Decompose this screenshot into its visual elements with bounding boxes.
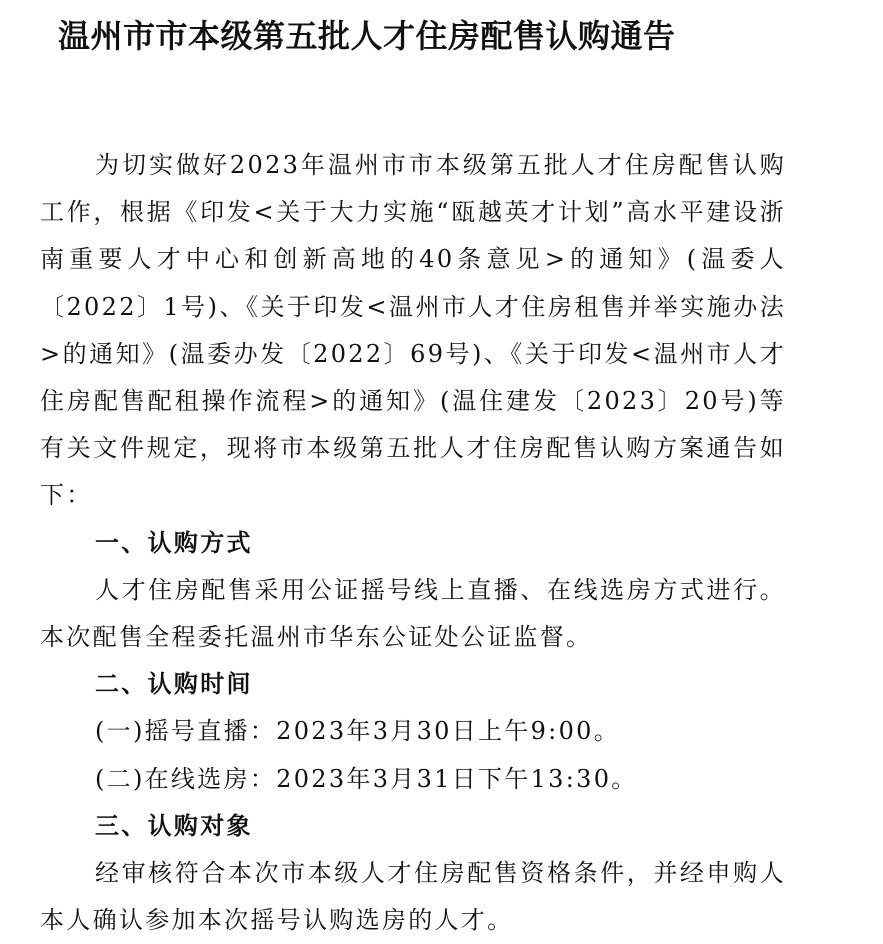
- document-body: [40, 142, 786, 944]
- section-heading-subscription-time: 二、认购时间: [95, 670, 253, 699]
- online-selection-time: (二)在线选房：2023年3月31日下午13:30。: [95, 764, 638, 793]
- eligible-applicants-paragraph: 经审核符合本次市本级人才住房配售资格条件，并经申购人本人确认参加本次摇号认购选房的人才。: [40, 859, 786, 935]
- intro-paragraph: 为切实做好2023年温州市市本级第五批人才住房配售认购工作，根据《印发<关于大力实施“瓯越英才计划”高水平建设浙南重要人才中心和创新高地的40条意见>的通知》(温委人〔2022〕1号)、《关于印发<温州市人才住房租售并举实施办法>的通知》(温委办发〔2022〕69号)、《关于印发<温州市人才住房配售配租操作流程>的通知》(温住建发〔2023〕20号)等有关文件规定，现将市本级第五批人才住房配售认购方案通告如下：: [40, 151, 786, 510]
- lottery-broadcast-time: (一)摇号直播：2023年3月30日上午9:00。: [95, 717, 621, 746]
- document-title: 温州市市本级第五批人才住房配售认购通告: [58, 17, 676, 55]
- subscription-method-paragraph: 人才住房配售采用公证摇号线上直播、在线选房方式进行。本次配售全程委托温州市华东公证处公证监督。: [40, 575, 786, 652]
- section-heading-subscription-method: 一、认购方式: [95, 528, 253, 557]
- section-heading-eligible-applicants: 三、认购对象: [95, 811, 253, 840]
